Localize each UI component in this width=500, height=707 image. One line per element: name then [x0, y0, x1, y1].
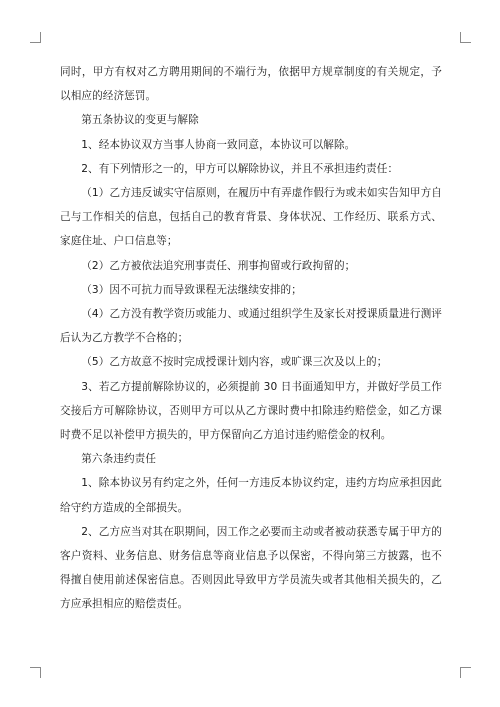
- crop-mark-top-left: [30, 32, 41, 43]
- section-heading-article-6: 第六条违约责任: [81, 453, 157, 466]
- crop-mark-bottom-right: [460, 667, 471, 678]
- list-item: （1）乙方违反诚实守信原则，在履历中有弄虚作假行为或未如实告知甲方自己与工作相关的信息，包括自己的教育背景、身体状况、工作经历、联系方式、家庭住址、户口信息等；: [60, 187, 442, 248]
- paragraph: 1、除本协议另有约定之外，任何一方违反本协议约定，违约方均应承担因此给守约方造成的全部损失。: [60, 477, 442, 514]
- paragraph: 1、经本协议双方当事人协商一致同意，本协议可以解除。: [81, 138, 356, 151]
- list-item: （2）乙方被依法追究刑事责任、刑事拘留或行政拘留的；: [81, 259, 356, 272]
- crop-mark-bottom-left: [30, 667, 41, 678]
- list-item: （4）乙方没有教学资历或能力、或通过组织学生及家长对授课质量进行测评后认为乙方教学不合格的；: [60, 308, 442, 345]
- document-body: [60, 60, 442, 617]
- crop-mark-top-right: [460, 32, 471, 43]
- paragraph: 2、有下列情形之一的，甲方可以解除协议，并且不承担违约责任：: [81, 162, 399, 175]
- paragraph: 2、乙方应当对其在职期间，因工作之必要而主动或者被动获悉专属于甲方的客户资料、业务信息、财务信息等商业信息予以保密，不得向第三方披露，也不得擅自使用前述保密信息。否则因此导致甲方学员流失或者其他相关损失的，乙方应承担相应的赔偿责任。: [60, 525, 442, 611]
- paragraph: 3、若乙方提前解除协议的，必须提前 30 日书面通知甲方，并做好学员工作交接后方可解除协议，否则甲方可以从乙方课时费中扣除违约赔偿金，如乙方课时费不足以补偿甲方损失的，甲方保留向乙方追讨违约赔偿金的权利。: [60, 380, 442, 442]
- list-item: （3）因不可抗力而导致课程无法继续安排的；: [81, 283, 302, 296]
- section-heading-article-5: 第五条协议的变更与解除: [81, 114, 199, 127]
- list-item: （5）乙方故意不按时完成授课计划内容，或旷课三次及以上的；: [81, 356, 388, 369]
- paragraph-continuation: 同时，甲方有权对乙方聘用期间的不端行为，依据甲方规章制度的有关规定，予以相应的经济惩罚。: [60, 66, 442, 103]
